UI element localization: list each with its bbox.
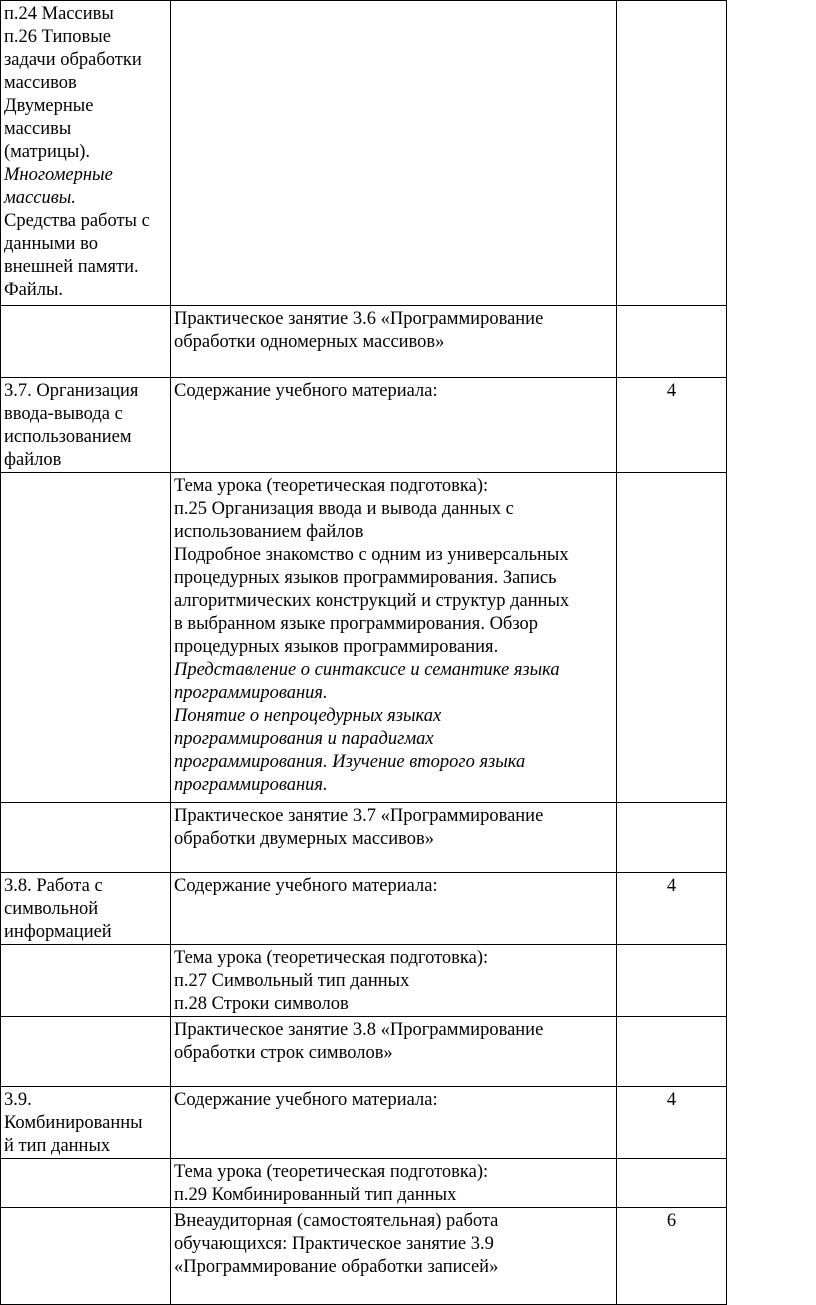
section-cell xyxy=(1,873,171,945)
text-line: Содержание учебного материала: xyxy=(174,876,438,896)
text-line: обработки строк символов» xyxy=(174,1043,393,1063)
text-line: Содержание учебного материала: xyxy=(174,381,438,401)
table-row xyxy=(1,1208,727,1305)
content-cell xyxy=(171,945,617,1017)
table-row xyxy=(1,873,727,945)
text-line: массивы. xyxy=(4,188,76,208)
section-cell xyxy=(1,473,171,803)
text-line: Содержание учебного материала: xyxy=(174,1090,438,1110)
content-cell xyxy=(171,1,617,306)
text-line: п.28 Строки символов xyxy=(174,994,349,1014)
table-row xyxy=(1,378,727,473)
section-cell xyxy=(1,1,171,306)
text-line: 3.8. Работа с xyxy=(4,876,103,896)
table-row xyxy=(1,1159,727,1208)
text-line: (матрицы). xyxy=(4,142,91,162)
text-line: Представление о синтаксисе и семантике языка xyxy=(174,660,560,680)
text-line: Внеаудиторная (самостоятельная) работа xyxy=(174,1211,499,1231)
hours-cell xyxy=(617,473,727,803)
hours-cell xyxy=(617,1208,727,1305)
content-cell xyxy=(171,473,617,803)
section-cell xyxy=(1,1017,171,1087)
section-cell xyxy=(1,1208,171,1305)
text-line: информацией xyxy=(4,922,112,942)
text-line: обработки одномерных массивов» xyxy=(174,332,445,352)
text-line: Понятие о непроцедурных языках xyxy=(174,706,442,726)
text-line: Практическое занятие 3.6 «Программирование xyxy=(174,309,544,329)
table-row xyxy=(1,1087,727,1159)
text-line: Многомерные xyxy=(4,165,113,185)
section-cell xyxy=(1,306,171,378)
hours-cell xyxy=(617,873,727,945)
table-row xyxy=(1,306,727,378)
text-line: 4 xyxy=(666,876,677,896)
section-cell xyxy=(1,378,171,473)
section-cell xyxy=(1,803,171,873)
text-line: Подробное знакомство с одним из универсальных xyxy=(174,545,569,565)
text-line: ввода-вывода с xyxy=(4,404,123,424)
table-row xyxy=(1,1017,727,1087)
content-cell xyxy=(171,803,617,873)
hours-cell xyxy=(617,306,727,378)
text-line: Тема урока (теоретическая подготовка): xyxy=(174,1162,489,1182)
section-cell xyxy=(1,1087,171,1159)
curriculum-table-body xyxy=(1,1,727,1305)
text-line: процедурных языков программирования. Запись xyxy=(174,568,557,588)
text-line: Практическое занятие 3.7 «Программирование xyxy=(174,806,544,826)
hours-cell xyxy=(617,1017,727,1087)
table-row xyxy=(1,945,727,1017)
text-line: программирования и парадигмах xyxy=(174,729,434,749)
text-line: символьной xyxy=(4,899,99,919)
text-line: «Программирование обработки записей» xyxy=(174,1257,499,1277)
text-line: использованием xyxy=(4,427,132,447)
text-line: файлов xyxy=(4,450,62,470)
hours-cell xyxy=(617,378,727,473)
text-line: обучающихся: Практическое занятие 3.9 xyxy=(174,1234,494,1254)
text-line: п.25 Организация ввода и вывода данных с xyxy=(174,499,514,519)
text-line: процедурных языков программирования. xyxy=(174,637,499,657)
table-row xyxy=(1,473,727,803)
content-cell xyxy=(171,873,617,945)
text-line: Файлы. xyxy=(4,280,64,300)
text-line: данными во xyxy=(4,234,98,254)
hours-cell xyxy=(617,1159,727,1208)
text-line: 3.7. Организация xyxy=(4,381,139,401)
text-line: п.27 Символьный тип данных xyxy=(174,971,410,991)
text-line: алгоритмических конструкций и структур данных xyxy=(174,591,570,611)
text-line: Тема урока (теоретическая подготовка): xyxy=(174,948,489,968)
hours-cell xyxy=(617,1,727,306)
text-line: Комбинированны xyxy=(4,1113,143,1133)
text-line: программирования. xyxy=(174,683,328,703)
text-line: программирования. xyxy=(174,775,328,795)
text-line: в выбранном языке программирования. Обзор xyxy=(174,614,539,634)
content-cell xyxy=(171,306,617,378)
section-cell xyxy=(1,945,171,1017)
content-cell xyxy=(171,1017,617,1087)
text-line: й тип данных xyxy=(4,1136,111,1156)
text-line: 4 xyxy=(666,1090,677,1110)
content-cell xyxy=(171,378,617,473)
text-line: п.24 Массивы xyxy=(4,4,114,24)
text-line: программирования. Изучение второго языка xyxy=(174,752,526,772)
text-line: массивов xyxy=(4,73,77,93)
text-line: Практическое занятие 3.8 «Программирование xyxy=(174,1020,544,1040)
section-cell xyxy=(1,1159,171,1208)
text-line: задачи обработки xyxy=(4,50,142,70)
table-row xyxy=(1,1,727,306)
hours-cell xyxy=(617,803,727,873)
content-cell xyxy=(171,1208,617,1305)
text-line: п.29 Комбинированный тип данных xyxy=(174,1185,457,1205)
text-line: п.26 Типовые xyxy=(4,27,111,47)
text-line: использованием файлов xyxy=(174,522,364,542)
text-line: 6 xyxy=(666,1211,677,1231)
hours-cell xyxy=(617,945,727,1017)
text-line: внешней памяти. xyxy=(4,257,139,277)
hours-cell xyxy=(617,1087,727,1159)
content-cell xyxy=(171,1087,617,1159)
text-line: обработки двумерных массивов» xyxy=(174,829,434,849)
text-line: 3.9. xyxy=(4,1090,32,1110)
text-line: массивы xyxy=(4,119,72,139)
table-row xyxy=(1,803,727,873)
text-line: 4 xyxy=(666,381,677,401)
text-line: Тема урока (теоретическая подготовка): xyxy=(174,476,489,496)
text-line: Двумерные xyxy=(4,96,94,116)
text-line: Средства работы с xyxy=(4,211,150,231)
content-cell xyxy=(171,1159,617,1208)
